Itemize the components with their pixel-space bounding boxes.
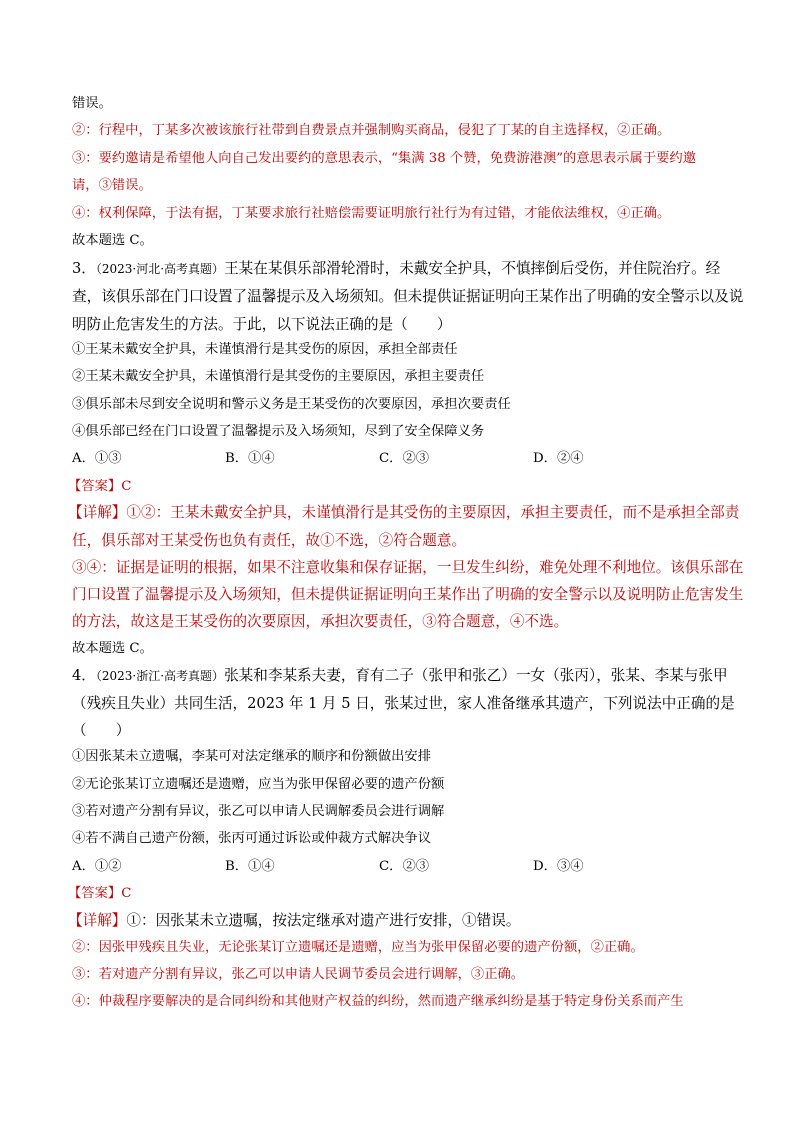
option-b: B．①④ <box>225 859 275 874</box>
detail-text: ③：若对遗产分割有异议，张乙可以申请人民调节委员会进行调解，③正确。 <box>72 967 525 982</box>
statement-item: ②王某未戴安全护具，未谨慎滑行是其受伤的主要原因，承担主要责任 <box>72 369 485 384</box>
answer-value: C <box>121 886 132 901</box>
question-source: （2023·浙江·高考真题） <box>95 669 225 683</box>
question-text: 张某和李某系夫妻，育有二子（张甲和张乙）一女（张丙），张某、李某与张甲 <box>224 667 728 684</box>
option-a: A．①③ <box>72 451 122 466</box>
question-text: 明防止危害发生的方法。于此，以下说法正确的是（ ） <box>72 316 452 333</box>
answer-line <box>68 884 131 904</box>
conclusion-line: 故本题选 C。 <box>72 641 153 656</box>
detail-label: 【详解】 <box>68 504 127 521</box>
question-source: （2023·河北·高考真题） <box>95 262 225 276</box>
detail-label: 【详解】 <box>68 912 127 929</box>
question-number: 4． <box>72 667 96 684</box>
question-text: （残疾且失业）共同生活，2023 年 1 月 5 日，张某过世，家人准备继承其遗产，下列说法中正确的是 <box>72 695 735 712</box>
detail-text: 门口设置了温馨提示及入场须知，但未提供证据证明向王某作出了明确的安全警示以及说明防止危害发生 <box>72 586 744 603</box>
option-c: C．②③ <box>379 451 430 466</box>
answer-label: 【答案】 <box>68 479 122 494</box>
option-d: D．③④ <box>533 859 584 874</box>
question-number: 3． <box>72 260 96 277</box>
detail-text: ③④：证据是证明的根据，如果不注意收集和保存证据，一旦发生纠纷，难免处理不利地位。该俱乐部在 <box>72 559 744 576</box>
option-a: A．①② <box>72 859 122 874</box>
detail-text: ④：仲裁程序要解决的是合同纠纷和其他财产权益的纠纷，然而遗产继承纠纷是基于特定身份关系而产生 <box>72 994 684 1009</box>
question-text: 查，该俱乐部在门口设置了温馨提示及入场须知。但未提供证据证明向王某作出了明确的安全警示以及说 <box>72 288 744 305</box>
question-4-stem <box>72 665 728 687</box>
statement-item: ④若不满自己遗产份额，张丙可通过诉讼或仲裁方式解决争议 <box>72 831 432 846</box>
option-d: D．②④ <box>533 451 584 466</box>
statement-item: ③俱乐部未尽到安全说明和警示义务是王某受伤的次要原因，承担次要责任 <box>72 397 511 412</box>
option-c: C．②③ <box>379 859 430 874</box>
detail-text: 任，俱乐部对王某受伤也负有责任，故①不选，②符合题意。 <box>72 532 467 549</box>
detail-line <box>68 910 520 932</box>
answer-label: 【答案】 <box>68 886 122 901</box>
text-line: 错误。 <box>72 96 112 111</box>
detail-text: ②：因张甲残疾且失业，无论张某订立遗嘱还是遗赠，应当为张甲保留必要的遗产份额，②正确。 <box>72 940 644 955</box>
detail-text: ①②：王某未戴安全护具，未谨慎滑行是其受伤的主要原因，承担主要责任，而不是承担全部责 <box>126 504 740 521</box>
statement-item: ①因张某未立遗嘱，李某可对法定继承的顺序和份额做出安排 <box>72 749 432 764</box>
statement-item: ④俱乐部已经在门口设置了温馨提示及入场须知，尽到了安全保障义务 <box>72 424 485 439</box>
option-b: B．①④ <box>225 451 275 466</box>
answer-options <box>72 449 722 469</box>
question-text: 王某在某俱乐部滑轮滑时，未戴安全护具，不慎摔倒后受伤，并住院治疗。经 <box>224 260 721 277</box>
statement-item: ①王某未戴安全护具，未谨慎滑行是其受伤的原因，承担全部责任 <box>72 342 458 357</box>
answer-line <box>68 477 131 497</box>
question-3-stem <box>72 258 720 280</box>
statement-item: ③若对遗产分割有异议，张乙可以申请人民调解委员会进行调解 <box>72 804 445 819</box>
explanation-line: ④：权利保障，于法有据，丁某要求旅行社赔偿需要证明旅行社行为有过错，才能依法维权，④正确。 <box>72 206 671 221</box>
answer-options <box>72 857 722 877</box>
conclusion-line: 故本题选 C。 <box>72 233 153 248</box>
detail-text: 的方法，故这是王某受伤的次要原因，承担次要责任，③符合题意，④不选。 <box>72 613 569 630</box>
explanation-line: ③：要约邀请是希望他人向自己发出要约的意思表示，“集满 38 个赞，免费游港澳”的意思表示属于要约邀 <box>72 151 697 166</box>
explanation-line: 请，③错误。 <box>72 178 152 193</box>
answer-value: C <box>121 479 132 494</box>
detail-text: ①：因张某未立遗嘱，按法定继承对遗产进行安排，①错误。 <box>126 912 521 929</box>
detail-line <box>68 502 739 524</box>
explanation-line: ②：行程中，丁某多次被该旅行社带到自费景点并强制购买商品，侵犯了丁某的自主选择权，②正确。 <box>72 123 671 138</box>
statement-item: ②无论张某订立遗嘱还是遗赠，应当为张甲保留必要的遗产份额 <box>72 777 445 792</box>
question-text: （ ） <box>72 722 131 739</box>
